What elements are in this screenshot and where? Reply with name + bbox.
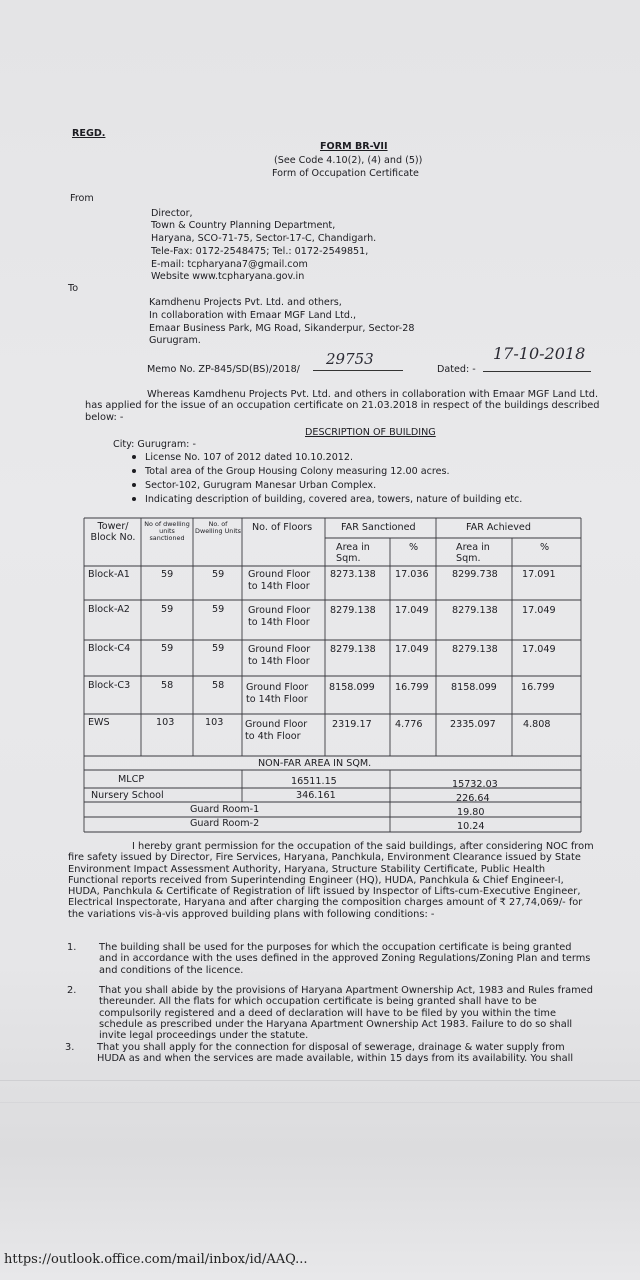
cell-far-s-pct: 17.049 (395, 644, 429, 655)
grant-line: the variations vis-à-vis approved building plans with following conditions: - (68, 908, 435, 920)
condition-number: 3. (65, 1042, 75, 1053)
grant-line: Environment Impact Assessment Authority, Haryana, Structure Stability Certificate, Public Health (68, 863, 546, 875)
nonfar-sanctioned: 16511.15 (291, 776, 337, 787)
nonfar-name: Guard Room-1 (190, 804, 260, 815)
condition-text: That you shall apply for the connection for disposal of sewerage, drainage & water supply from HUDA as and when the services are made available, within 15 days from its availability. You shall (97, 1042, 574, 1065)
cell-far-a-area: 8279.138 (452, 644, 498, 655)
cell-units: 58 (212, 680, 225, 691)
memo-label: Memo No. ZP-845/SD(BS)/2018/ (147, 364, 300, 375)
cell-floors: to 14th Floor (246, 694, 308, 705)
condition-text: The building shall be used for the purposes for which the occupation certificate is being granted and in accordance with the uses defined in the approved Zoning Regulations/Zoning Plan and terms and conditions of the licence. (99, 942, 591, 976)
cell-block: Block-C4 (88, 643, 131, 654)
intro-line: has applied for the issue of an occupation certificate on 21.03.2018 in respect of the buildings described (85, 400, 600, 412)
intro-line: Whereas Kamdhenu Projects Pvt. Ltd. and others in collaboration with Emaar MGF Land Ltd. (147, 389, 599, 400)
cell-far-a-pct: 17.049 (522, 605, 556, 616)
cell-sanctioned: 59 (161, 569, 174, 580)
cell-far-s-pct: 16.799 (395, 682, 429, 693)
cell-sanctioned: 59 (161, 643, 174, 654)
cell-floors: to 14th Floor (248, 656, 310, 667)
header-floors: No. of Floors (252, 522, 313, 533)
grant-line: fire safety issued by Director, Fire Services, Haryana, Panchkula, Environment Clearance issued by State (68, 852, 581, 864)
cell-far-a-pct: 16.799 (521, 682, 555, 693)
cell-sanctioned: 58 (161, 680, 174, 691)
cell-far-a-area: 2335.097 (450, 719, 496, 730)
cell-far-s-area: 8279.138 (330, 644, 376, 655)
nonfar-achieved: 10.24 (457, 821, 485, 832)
from-line: E-mail: tcpharyana7@gmail.com (151, 259, 308, 270)
bullet-item: Sector-102, Gurugram Manesar Urban Complex. (132, 480, 376, 491)
grant-line: Electrical Inspectorate, Haryana and after charging the composition charges amount of ₹ 27,74,069/- for (68, 897, 583, 909)
nonfar-name: Guard Room-2 (190, 818, 260, 829)
footer-url: https://outlook.office.com/mail/inbox/id/AAQ... (4, 1252, 308, 1267)
cell-block: EWS (88, 717, 110, 728)
cell-far-a-area: 8279.138 (452, 605, 498, 616)
cell-floors: Ground Floor (248, 605, 311, 616)
page-fold (0, 1102, 640, 1103)
cell-far-a-area: 8299.738 (452, 569, 498, 580)
cell-far-a-pct: 4.808 (523, 719, 551, 730)
form-title: Form of Occupation Certificate (272, 168, 419, 179)
cell-sanctioned: 59 (161, 604, 174, 615)
nonfar-name: Nursery School (91, 790, 164, 801)
from-label: From (70, 193, 94, 204)
grant-line: Functional reports received from Superintending Engineer (HQ), HUDA, Panchkula & Chief Engineer-I, (68, 874, 564, 886)
cell-block: Block-A2 (88, 604, 130, 615)
cell-units: 59 (212, 604, 225, 615)
cell-far-a-pct: 17.049 (522, 644, 556, 655)
nonfar-achieved: 19.80 (457, 807, 485, 818)
cell-far-s-area: 8279.138 (330, 605, 376, 616)
cell-far-s-area: 8273.138 (330, 569, 376, 580)
cell-units: 59 (212, 643, 225, 654)
cell-floors: Ground Floor (248, 644, 311, 655)
to-line: Kamdhenu Projects Pvt. Ltd. and others, (149, 297, 342, 308)
from-line: Website www.tcpharyana.gov.in (151, 271, 305, 282)
cell-far-s-area: 8158.099 (329, 682, 375, 693)
regd-label: REGD. (72, 128, 106, 139)
condition-text: That you shall abide by the provisions of Haryana Apartment Ownership Act, 1983 and Rules framed thereunder. All the flats for which occupation certificate is being granted shall have to be compulsorily registered and a deed of declaration will have to be filed by you within the time schedule as prescribed under the Haryana Apartment Ownership Act 1983. Failure to do so shall invite legal proceedings under the statute. (99, 985, 593, 1042)
nonfar-achieved: 15732.03 (452, 779, 498, 790)
cell-far-s-area: 2319.17 (332, 719, 372, 730)
memo-number: 29753 (326, 350, 374, 368)
nonfar-heading: NON-FAR AREA IN SQM. (258, 758, 372, 769)
header-far-s-pct: % (409, 542, 419, 553)
to-label: To (68, 283, 79, 294)
to-line: In collaboration with Emaar MGF Land Ltd., (149, 310, 357, 321)
from-line: Town & Country Planning Department, (151, 220, 336, 231)
page-fold (0, 1080, 640, 1081)
cell-block: Block-A1 (88, 569, 130, 580)
header-units-sanctioned: No of dwelling units sanctioned (144, 520, 190, 542)
grant-paragraph (68, 841, 594, 920)
header-far-a-pct: % (540, 542, 550, 553)
from-line: Haryana, SCO-71-75, Sector-17-C, Chandigarh. (151, 233, 377, 244)
nonfar-name: MLCP (118, 774, 145, 785)
cell-units: 59 (212, 569, 225, 580)
cell-far-s-pct: 17.036 (395, 569, 429, 580)
to-line: Emaar Business Park, MG Road, Sikanderpur, Sector-28 (149, 323, 415, 334)
cell-floors: Ground Floor (246, 682, 309, 693)
form-number: FORM BR-VII (320, 141, 388, 152)
grant-line: I hereby grant permission for the occupation of the said buildings, after considering NOC from (132, 841, 594, 852)
cell-far-s-pct: 17.049 (395, 605, 429, 616)
cell-units: 103 (205, 717, 224, 728)
cell-block: Block-C3 (88, 680, 131, 691)
condition-number: 1. (67, 942, 77, 953)
to-line: Gurugram. (149, 335, 201, 346)
description-heading: DESCRIPTION OF BUILDING (305, 427, 436, 438)
header-units: No. of Dwelling Units (195, 520, 241, 535)
bullet-item: Total area of the Group Housing Colony measuring 12.00 acres. (132, 466, 450, 477)
cell-far-s-pct: 4.776 (395, 719, 423, 730)
header-far-sanctioned: FAR Sanctioned (341, 522, 416, 533)
form-code: (See Code 4.10(2), (4) and (5)) (274, 155, 423, 166)
bullet-item: Indicating description of building, covered area, towers, nature of building etc. (132, 494, 522, 505)
cell-far-a-area: 8158.099 (451, 682, 497, 693)
cell-far-a-pct: 17.091 (522, 569, 556, 580)
intro-line: below: - (85, 411, 124, 423)
bullet-item: License No. 107 of 2012 dated 10.10.2012. (132, 452, 353, 463)
header-far-s-area: Area in Sqm. (336, 542, 370, 564)
city-label: City: Gurugram: - (113, 439, 196, 450)
cell-sanctioned: 103 (156, 717, 175, 728)
cell-floors: to 4th Floor (245, 731, 301, 742)
header-far-a-area: Area in Sqm. (456, 542, 490, 564)
cell-floors: to 14th Floor (248, 617, 310, 628)
cell-floors: to 14th Floor (248, 581, 310, 592)
header-far-achieved: FAR Achieved (466, 522, 531, 533)
nonfar-achieved: 226.64 (456, 793, 490, 804)
memo-date: 17-10-2018 (493, 344, 586, 363)
condition-number: 2. (67, 985, 77, 996)
cell-floors: Ground Floor (245, 719, 308, 730)
nonfar-sanctioned: 346.161 (296, 790, 336, 801)
from-line: Director, (151, 208, 193, 219)
from-line: Tele-Fax: 0172-2548475; Tel.: 0172-2549851, (151, 246, 369, 257)
cell-floors: Ground Floor (248, 569, 311, 580)
grant-line: HUDA, Panchkula & Certificate of Registration of lift issued by Inspector of Lifts-cum-Executive Engineer, (68, 886, 581, 898)
header-tower: Tower/ Block No. (90, 521, 136, 543)
dated-label: Dated: - (437, 364, 476, 375)
